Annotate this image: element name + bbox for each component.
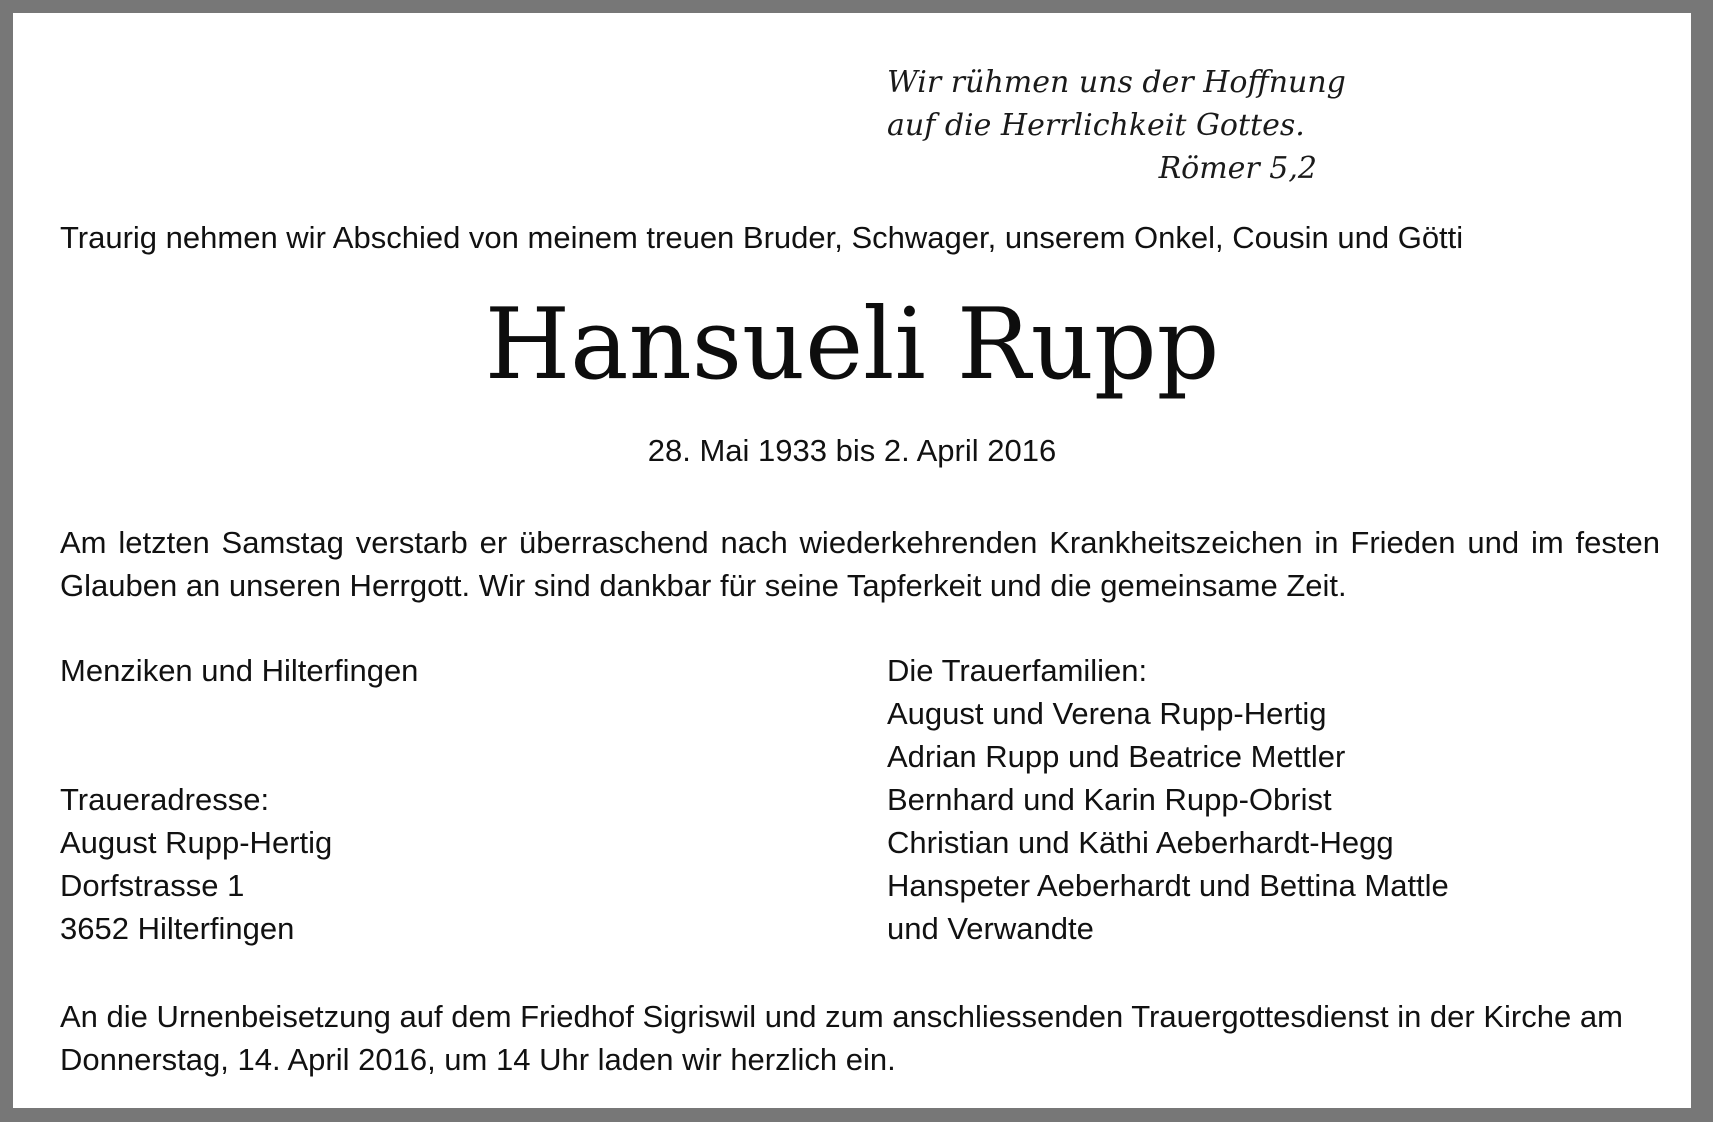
service-announcement: An die Urnenbeisetzung auf dem Friedhof Sigriswil und zum anschliessenden Trauergottesdienst in der Kirche am Donnerstag, 14. April 2016, um 14 Uhr laden wir herzlich ein.	[60, 999, 1623, 1077]
family-member: Hanspeter Aeberhardt und Bettina Mattle	[887, 868, 1449, 903]
obituary-text: Am letzten Samstag verstarb er überraschend nach wiederkehrenden Krankheitszeichen in Frieden und im festen Glauben an unseren Herrgott. Wir sind dankbar für seine Tapferkeit und die gemeinsame Zeit.	[60, 525, 1660, 603]
family-member: Adrian Rupp und Beatrice Mettler	[887, 739, 1346, 774]
bible-verse-line-1: Wir rühmen uns der Hoffnung	[887, 65, 1346, 100]
families-label: Die Trauerfamilien:	[887, 653, 1148, 688]
family-member: August und Verena Rupp-Hertig	[887, 696, 1327, 731]
left-column	[60, 649, 418, 950]
address-name: August Rupp-Hertig	[60, 825, 333, 860]
life-dates: 28. Mai 1933 bis 2. April 2016	[647, 433, 1057, 468]
location: Menziken und Hilterfingen	[60, 653, 419, 688]
deceased-name: Hansueli Rupp	[484, 288, 1220, 402]
address-street: Dorfstrasse 1	[60, 868, 245, 903]
bible-verse	[887, 61, 1346, 190]
family-member: und Verwandte	[887, 911, 1094, 946]
obituary-page	[13, 13, 1691, 1108]
mourning-families	[887, 649, 1449, 950]
address-city: 3652 Hilterfingen	[60, 911, 295, 946]
spacer	[60, 692, 418, 778]
bible-verse-reference: Römer 5,2	[1158, 151, 1317, 186]
address-label: Traueradresse:	[60, 782, 270, 817]
farewell-intro: Traurig nehmen wir Abschied von meinem treuen Bruder, Schwager, unserem Onkel, Cousin und Götti	[60, 220, 1464, 255]
family-member: Bernhard und Karin Rupp-Obrist	[887, 782, 1332, 817]
family-member: Christian und Käthi Aeberhardt-Hegg	[887, 825, 1394, 860]
bible-verse-line-2: auf die Herrlichkeit Gottes.	[887, 108, 1305, 143]
